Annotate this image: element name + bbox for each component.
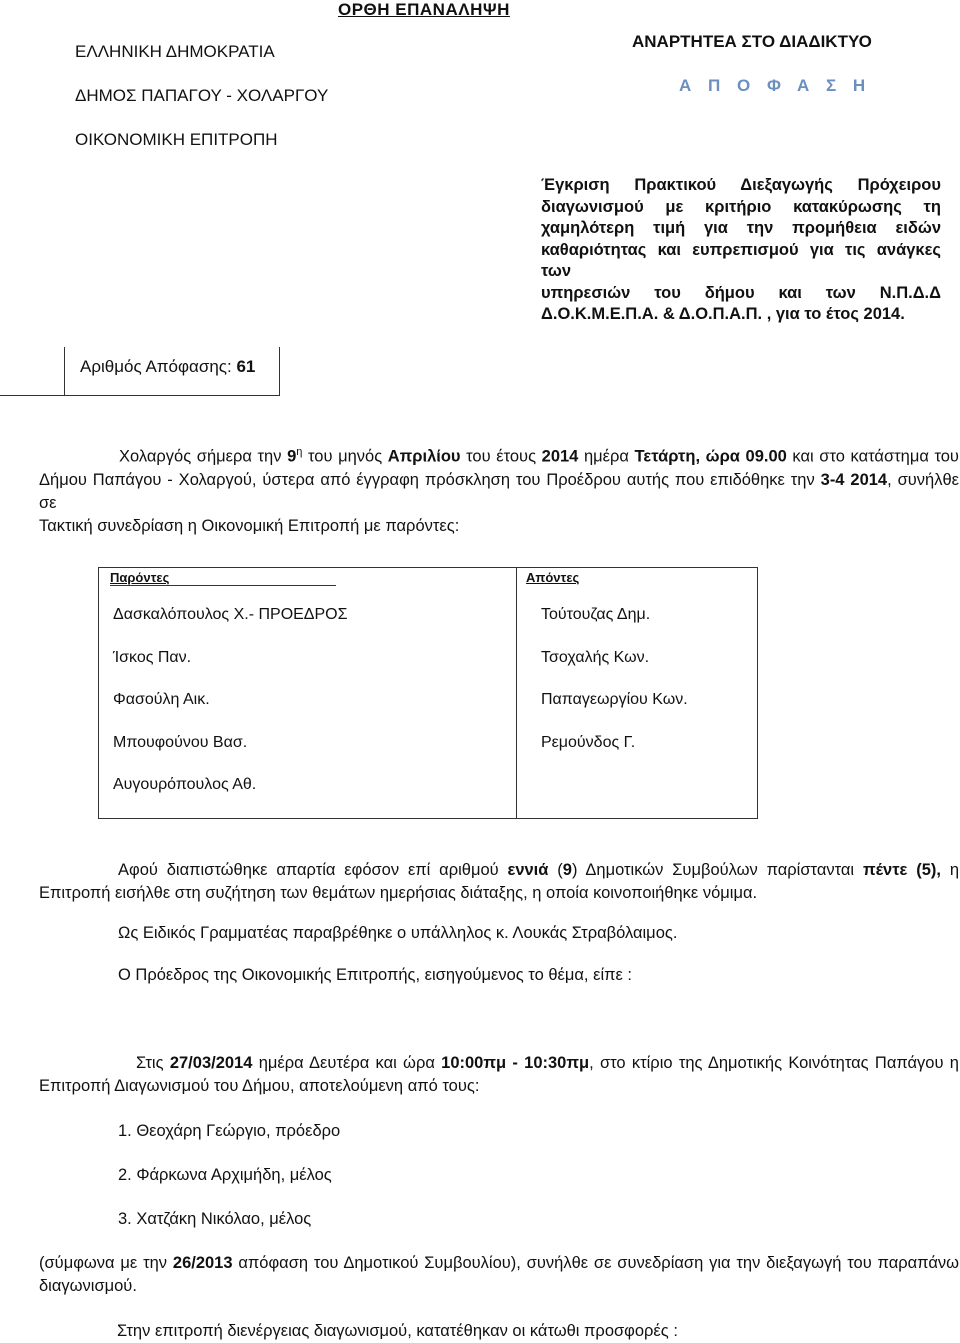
absent-member: Τσοχαλής Κων.: [541, 649, 650, 666]
decision-number-value: 61: [236, 357, 256, 376]
absent-member: Τούτουζας Δημ.: [541, 606, 651, 623]
according-line-2: διαγωνισμού.: [39, 1277, 137, 1295]
quorum-line-2: Επιτροπή εισήλθε στη συζήτηση των θεμάτων ημερήσιας διάταξης, η οποία κοινοποιήθηκε νόμιμα.: [39, 884, 758, 902]
subject-line: χαμηλότερη τιμή για την προμήθεια ειδών: [541, 219, 941, 237]
present-member: Δασκαλόπουλος Χ.- ΠΡΟΕΔΡΟΣ: [113, 606, 348, 623]
intro-paragraph: [39, 441, 959, 538]
subject-line: υπηρεσιών του δήμου και των Ν.Π.Δ.Δ: [541, 283, 941, 302]
present-member: Ίσκος Παν.: [113, 649, 192, 666]
absent-header: Απόντες: [526, 570, 580, 585]
secretary-statement: Ως Ειδικός Γραμματέας παραβρέθηκε ο υπάλληλος κ. Λουκάς Στραβόλαιμος.: [118, 924, 678, 942]
intro-line-3: Τακτική συνεδρίαση η Οικονομική Επιτροπή με παρόντες:: [39, 516, 460, 535]
online-posting-label: ΑΝΑΡΤΗΤΕΑ ΣΤΟ ΔΙΑΔΙΚΤΥΟ: [632, 32, 872, 51]
absent-member: Παπαγεωργίου Κων.: [541, 691, 688, 708]
committee-member: 2. Φάρκωνα Αρχιμήδη, μέλος: [118, 1166, 332, 1184]
intro-line-2: Δήμου Παπάγου - Χολαργού, ύστερα από έγγραφη πρόσκληση του Προέδρου αυτής που επιδόθηκε την 3-4 2014, συνήλθε σε: [39, 470, 959, 512]
decision-title: Α Π Ο Φ Α Σ Η: [679, 76, 872, 95]
meeting-paragraph: [39, 1052, 959, 1098]
republic-label: ΕΛΛΗΝΙΚΗ ΔΗΜΟΚΡΑΤΙΑ: [75, 42, 275, 61]
absent-member: Ρεμούνδος Γ.: [541, 734, 636, 751]
municipality-label: ΔΗΜΟΣ ΠΑΠΑΓΟΥ - ΧΟΛΑΡΓΟΥ: [75, 86, 329, 105]
present-member: Αυγουρόπουλος Αθ.: [113, 776, 257, 793]
according-paragraph: [39, 1252, 959, 1298]
offers-intro: Στην επιτροπή διενέργειας διαγωνισμού, κατατέθηκαν οι κάτωθι προσφορές :: [117, 1322, 678, 1340]
correct-repeat-label: ΟΡΘΗ ΕΠΑΝΑΛΗΨΗ: [338, 0, 510, 19]
meeting-line-2: Επιτροπή Διαγωνισμού του Δήμου, αποτελούμενη από τους:: [39, 1077, 480, 1095]
meeting-line-1: Στις 27/03/2014 ημέρα Δευτέρα και ώρα 10:00πμ - 10:30πμ, στο κτίριο της Δημοτικής Κοινότητας Παπάγου η: [136, 1054, 959, 1072]
subject-line: καθαριότητας και ευπρεπισμού για τις ανάγκες των: [541, 240, 941, 280]
decision-number-rule: [0, 395, 64, 396]
intro-line-1: Χολαργός σήμερα την $9^\eta$ του μηνός Απριλίου του έτους 2014 ημέρα Τετάρτη, ώρα 09.00 και στο κατάστημα του: [119, 446, 959, 466]
president-intro: Ο Πρόεδρος της Οικονομικής Επιτροπής, εισηγούμενος το θέμα, είπε :: [118, 966, 633, 984]
attendance-table-divider: [516, 567, 517, 819]
subject-line: Έγκριση Πρακτικού Διεξαγωγής Πρόχειρου: [541, 176, 941, 194]
present-member: Μπουφούνου Βασ.: [113, 734, 248, 751]
according-line-1: (σύμφωνα με την 26/2013 απόφαση του Δημοτικού Συμβουλίου), συνήλθε σε συνεδρίαση για την διεξαγωγή του παραπάνω: [39, 1254, 959, 1272]
committee-member: 1. Θεοχάρη Γεώργιο, πρόεδρο: [118, 1122, 341, 1140]
committee-member: 3. Χατζάκη Νικόλαο, μέλος: [118, 1210, 312, 1228]
decision-number: [80, 357, 255, 377]
quorum-line-1: Αφού διαπιστώθηκε απαρτία εφόσον επί αριθμού εννιά (9) Δημοτικών Συμβούλων παρίστανται πέντε (5), η: [118, 861, 959, 879]
committee-label: ΟΙΚΟΝΟΜΙΚΗ ΕΠΙΤΡΟΠΗ: [75, 130, 278, 149]
present-member: Φασούλη Αικ.: [113, 691, 210, 708]
quorum-paragraph: [39, 859, 959, 905]
present-header: Παρόντες: [110, 570, 336, 586]
decision-number-label: Αριθμός Απόφασης:: [80, 357, 232, 376]
subject-line: Δ.Ο.Κ.Μ.Ε.Π.Α. & Δ.Ο.Π.Α.Π. , για το έτος 2014.: [541, 305, 905, 323]
subject-line: διαγωνισμού με κριτήριο κατακύρωσης τη: [541, 197, 941, 216]
decision-subject: [541, 175, 941, 326]
